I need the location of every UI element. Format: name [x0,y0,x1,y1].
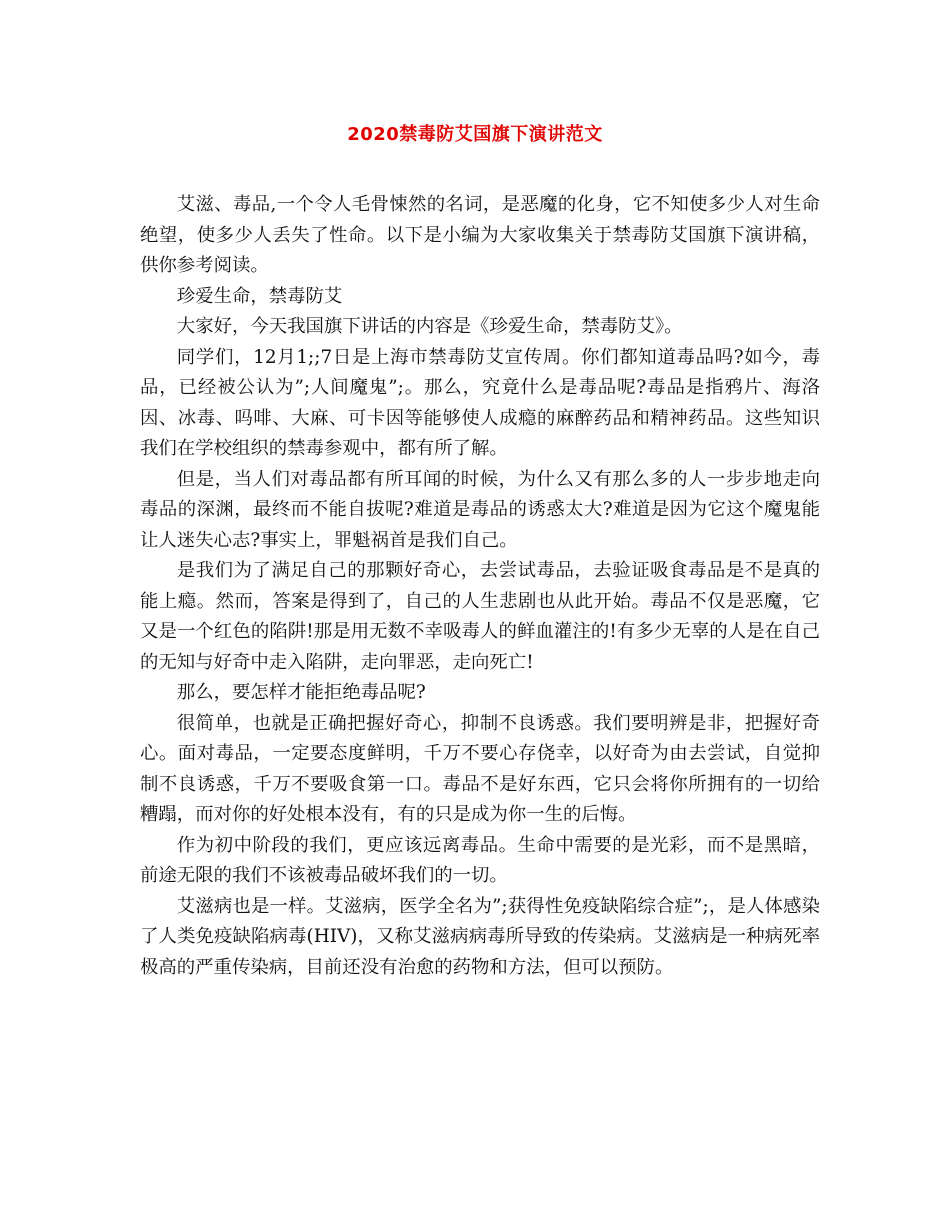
paragraph: 大家好，今天我国旗下讲话的内容是《珍爱生命，禁毒防艾》。 [176,316,683,337]
paragraph: 但是，当人们对毒品都有所耳闻的时候，为什么又有那么多的人一步步地走向毒品的深渊，最终而不能自拔呢?难道是毒品的诱惑太大?难道是因为它这个魔鬼能让人迷失心志?事实上，罪魁祸首是我们自己。 [140,468,820,551]
paragraph: 是我们为了满足自己的那颗好奇心，去尝试毒品，去验证吸食毒品是不是真的能上瘾。然而，答案是得到了，自己的人生悲剧也从此开始。毒品不仅是恶魔，它又是一个红色的陷阱!那是用无数不幸吸毒人的鲜血灌注的!有多少无辜的人是在自己的无知与好奇中走入陷阱，走向罪恶，走向死亡! [140,560,820,673]
paragraph: 同学们，12月1;;7日是上海市禁毒防艾宣传周。你们都知道毒品吗?如今，毒品，已经被公认为”;人间魔鬼”;。那么，究竟什么是毒品呢?毒品是指鸦片、海洛因、冰毒、吗啡、大麻、可卡因等能够使人成瘾的麻醉药品和精神药品。这些知识我们在学校组织的禁毒参观中，都有所了解。 [140,346,820,459]
paragraph: 珍爱生命，禁毒防艾 [176,285,343,307]
paragraph: 艾滋病也是一样。艾滋病，医学全名为”;获得性免疫缺陷综合症”;，是人体感染了人类免疫缺陷病毒(HIV)，又称艾滋病病毒所导致的传染病。艾滋病是一种病死率极高的严重传染病，目前还没有治愈的药物和方法，但可以预防。 [140,895,820,978]
document-body [140,190,820,983]
paragraph: 作为初中阶段的我们，更应该远离毒品。生命中需要的是光彩，而不是黑暗，前途无限的我们不该被毒品破坏我们的一切。 [140,834,820,886]
page-title: 2020禁毒防艾国旗下演讲范文 [347,124,603,145]
paragraph: 那么，要怎样才能拒绝毒品呢? [176,682,426,703]
paragraph: 艾滋、毒品,一个令人毛骨悚然的名词，是恶魔的化身，它不知使多少人对生命绝望，使多少人丢失了性命。以下是小编为大家收集关于禁毒防艾国旗下演讲稿，供你参考阅读。 [140,194,820,276]
paragraph: 很简单，也就是正确把握好奇心，抑制不良诱惑。我们要明辨是非，把握好奇心。面对毒品，一定要态度鲜明，千万不要心存侥幸，以好奇为由去尝试，自觉抑制不良诱惑，千万不要吸食第一口。毒品不是好东西，它只会将你所拥有的一切给糟蹋，而对你的好处根本没有，有的只是成为你一生的后悔。 [140,712,820,825]
